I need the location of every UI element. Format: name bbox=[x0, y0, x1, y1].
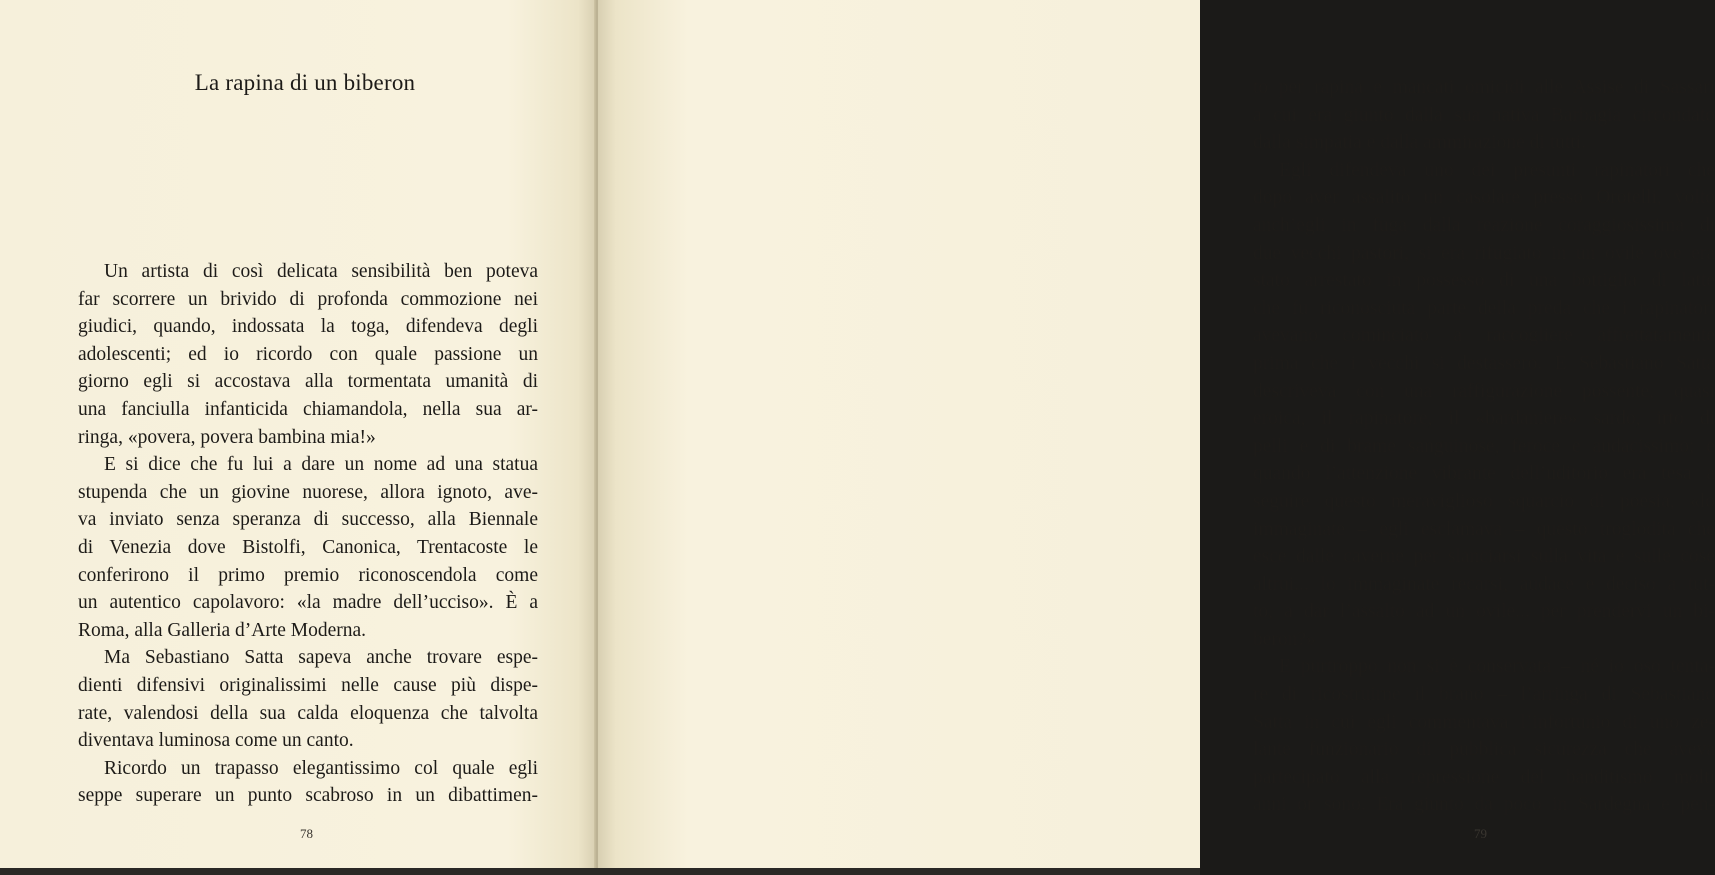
text-line: giorno egli si accostava alla tormentata umanità di bbox=[78, 371, 538, 393]
text-line: va inviato senza speranza di successo, alla Biennale bbox=[78, 509, 538, 531]
page-number-right: 79 bbox=[1474, 826, 1487, 841]
text-line: di Venezia dove Bistolfi, Canonica, Trentacoste le bbox=[78, 536, 538, 558]
text-line: a cui era giunto dalla sua nativa Barbagia circondato bbox=[1253, 104, 1715, 126]
text-line: seguire questo meraviglioso squarcio di poesia, «lo bbox=[1253, 490, 1715, 512]
text-line: esce dalle caverne per slanciarsi sulla vita e sulle cose bbox=[1253, 546, 1715, 568]
text-line: Un artista di così delicata sensibilità ben poteva bbox=[104, 261, 538, 282]
text-line: dalla simpatia e dalla ammirazione di tutti. bbox=[1253, 132, 1587, 154]
scan-bottom-edge bbox=[0, 868, 1200, 875]
left-page-body bbox=[78, 258, 538, 810]
text-line: seppe superare un punto scabroso in un dibattimen- bbox=[78, 785, 538, 807]
text-line: Satta in cui egli commentava l’infortunio di uno ze- bbox=[1253, 711, 1715, 733]
text-line: E si dice che fu lui a dare un nome ad una statua bbox=[104, 454, 538, 476]
text-line: una fanciulla infanticida chiamandola, nella sua ar- bbox=[78, 398, 538, 420]
left-page bbox=[0, 0, 596, 875]
text-line: avevano cominciato a raccogliere affrettatamente bbox=[1253, 325, 1715, 347]
text-line: immaginate – egli esclamava – questo troglodita che bbox=[1253, 518, 1715, 540]
text-line: stato arrestato in possesso di una bottiglia di latte bbox=[1253, 270, 1715, 292]
text-line: conferirono il primo premio riconoscendola come bbox=[78, 564, 538, 586]
text-line: partecipato alla repressione del banditismo molti bbox=[1253, 766, 1715, 788]
text-line: prima che i vecchi si destassero. E Sebastiano Satta bbox=[1253, 352, 1715, 374]
text-line: stupenda che un giovine nuorese, allora ignoto, ave- bbox=[78, 481, 538, 503]
text-line: to, a dar l’assalto ad un ovile... per prendervi un bi- bbox=[1253, 601, 1715, 623]
text-line: anni or sono. Era giunto da poco in Sardegna e pen- bbox=[1253, 794, 1715, 816]
text-line: to per rapina e mancati omicidi alle Assise di Sassari bbox=[1253, 77, 1715, 98]
text-line: quando l’attenzione vibrante dell’uditorio era tesa a bbox=[1253, 463, 1715, 485]
text-line: Egli difendeva uno dei presunti rapinatori che bbox=[1279, 159, 1715, 181]
text-line: Ricordo un trapasso elegantissimo col quale egli bbox=[104, 757, 538, 779]
text-line: pelli e di brame sanguinose, feroce e audacissimo; e bbox=[1253, 435, 1715, 457]
text-line: diventava luminosa come un canto. bbox=[78, 730, 354, 752]
text-line: dopo aver assalito un casolare presso Orotelli, volto bbox=[1253, 187, 1715, 209]
text-line: dienti difensivi originalissimi nelle cause più dispe- bbox=[78, 674, 538, 696]
text-line: lante funzionario di pubblica sicurezza che aveva bbox=[1253, 739, 1715, 761]
text-line: che fu riconosciuta parte della preda che i rapinatori bbox=[1253, 297, 1715, 319]
right-page-body bbox=[1253, 74, 1715, 819]
text-line: un autentico capolavoro: «la madre dell’ucciso». È a bbox=[78, 592, 538, 614]
text-line: anch’egli in fuga dalla reazione coraggiosissima di bbox=[1253, 214, 1715, 236]
text-line: altrui... lo immaginate recarsi, audace e deciso a tut- bbox=[1253, 573, 1715, 595]
text-line: E purtroppo non si è conservata – né io oso tenta- bbox=[1279, 656, 1715, 678]
text-line: Roma, alla Galleria d’Arte Moderna. bbox=[78, 619, 367, 641]
text-line: eroica, il rapinatore, il «bardaniere» sardo, irto di bbox=[1253, 408, 1715, 430]
text-line: descriveva con una raffigurazione possente, quasi bbox=[1253, 380, 1715, 402]
text-line: due vecchi pastori, si era rifugiato in un ovile ove era bbox=[1253, 242, 1715, 264]
text-line: Ma Sebastiano Satta sapeva anche trovare espe- bbox=[104, 647, 538, 669]
text-line: rate, valendosi della sua calda eloquenza che talvolta bbox=[78, 702, 538, 724]
text-line: giudici, quando, indossata la toga, difendeva degli bbox=[78, 316, 538, 338]
page-number-left: 78 bbox=[300, 826, 313, 841]
text-line: beron?» bbox=[1253, 628, 1316, 650]
text-line: ringa, «povera, povera bambina mia!» bbox=[78, 426, 376, 448]
text-line: adolescenti; ed io ricordo con quale passione un bbox=[78, 343, 538, 365]
chapter-title: La rapina di un biberon bbox=[194, 70, 416, 95]
right-page bbox=[598, 0, 1715, 875]
text-line: far scorrere un brivido di profonda commozione nei bbox=[78, 288, 538, 310]
text-line: re di ricostruirne il brano – l’arringa di Sebastiano bbox=[1253, 684, 1715, 706]
